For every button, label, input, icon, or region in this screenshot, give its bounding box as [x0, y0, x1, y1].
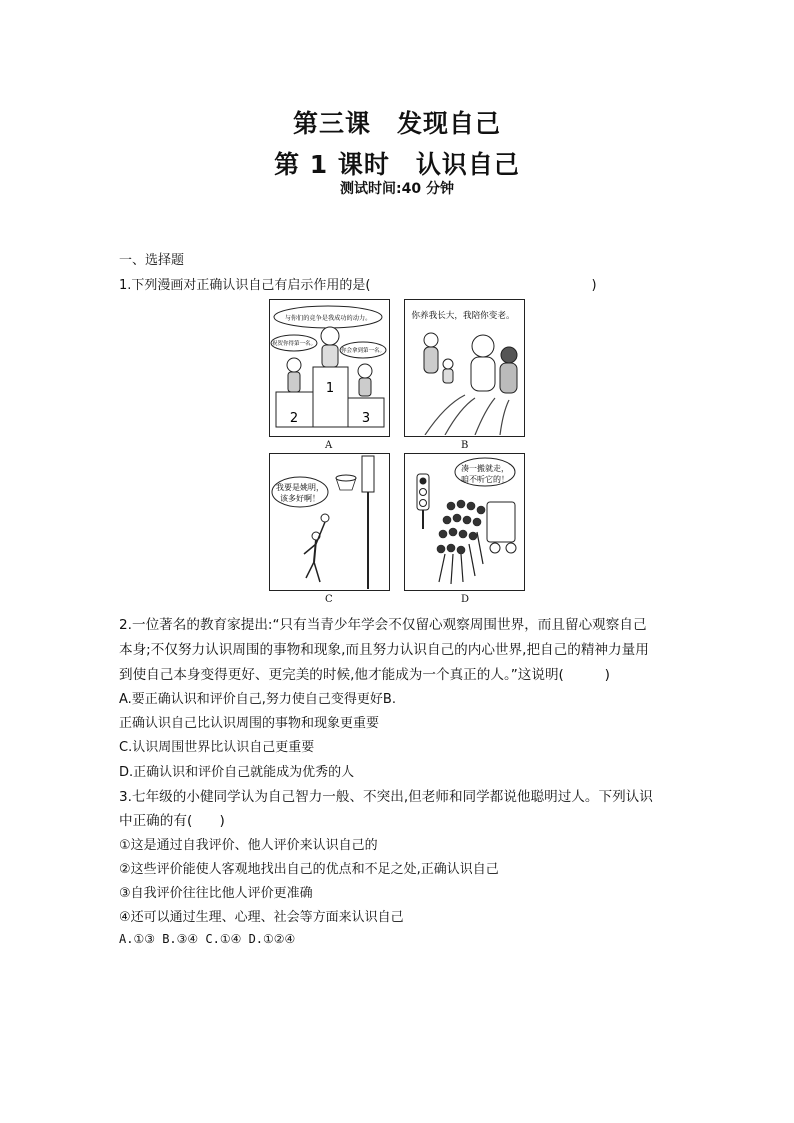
place-3-text: 3: [361, 411, 371, 426]
question-2-option-d: D.正确认识和评价自己就能成为优秀的人: [119, 765, 355, 780]
question-2-line-2: 本身;不仅努力认识周围的事物和现象,而且努力认识自己的内心世界,把自己的精神力量用: [119, 642, 649, 658]
cartoon-panel-c: [269, 453, 390, 591]
question-3-statement-2: ②这些评价能使人客观地找出自己的优点和不足之处,正确认识自己: [119, 862, 499, 877]
bubble-left-text: 祝贺你得第一名。: [271, 341, 317, 347]
question-3-statement-4: ④还可以通过生理、心理、社会等方面来认识自己: [119, 910, 404, 925]
podium-cartoon: [270, 300, 388, 435]
question-2-option-b: 正确认识自己比认识周围的事物和现象更重要: [119, 716, 380, 731]
question-2-option-a: A.要正确认识和评价自己,努力使自己变得更好B.: [119, 692, 396, 707]
question-3-statement-3: ③自我评价往往比他人评价更准确: [119, 886, 313, 901]
period-title: 第 1 课时 认识自己: [274, 150, 520, 179]
bubble-line-2: 咱不听它的！: [461, 475, 509, 484]
cartoon-panel-d: [404, 453, 525, 591]
panel-b-label: B: [461, 440, 469, 451]
panel-a-label: A: [325, 440, 333, 451]
question-1-stem: 1.下列漫画对正确认识自己有启示作用的是( ): [119, 278, 597, 293]
cartoon-panel-a: [269, 299, 390, 437]
family-cartoon: [405, 300, 523, 435]
question-2-line-1: 2.一位著名的教育家提出:“只有当青少年学会不仅留心观察周围世界，而且留心观察自己: [119, 617, 647, 633]
question-2-option-c: C.认识周围世界比认识自己更重要: [119, 740, 315, 755]
panel-d-label: D: [461, 594, 470, 605]
place-2-text: 2: [289, 411, 299, 426]
bubble-line-2: 该多好啊！: [280, 494, 320, 503]
basketball-cartoon: [270, 454, 388, 589]
bubble-text: 你养我长大，我陪你变老。: [411, 311, 515, 321]
question-3-statement-1: ①这是通过自我评价、他人评价来认识自己的: [119, 838, 378, 853]
bubble-line-1: 我要是姚明，: [276, 483, 324, 492]
panel-c-label: C: [325, 594, 333, 605]
test-time: 测试时间:40 分钟: [340, 181, 454, 197]
lesson-title: 第三课 发现自己: [292, 109, 501, 138]
question-3-options: A.①③ B.③④ C.①④ D.①②④: [119, 932, 296, 946]
question-3-line-2: 中正确的有( ): [119, 813, 225, 829]
bubble-right-text: 你会拿到第一名。: [340, 348, 386, 354]
cartoon-panel-b: [404, 299, 525, 437]
question-3-line-1: 3.七年级的小健同学认为自己智力一般、不突出,但老师和同学都说他聪明过人。下列认识: [119, 789, 653, 805]
crowd-cartoon: [405, 454, 523, 589]
bubble-top-text: 与你们的竞争是我成功的动力。: [284, 315, 372, 322]
section-title: 一、选择题: [119, 253, 185, 268]
place-1-text: 1: [325, 381, 335, 396]
question-2-line-3: 到使自己本身变得更好、更完美的时候,他才能成为一个真正的人。”这说明( ): [119, 667, 610, 683]
bubble-line-1: 凑一搬就走，: [461, 464, 509, 473]
